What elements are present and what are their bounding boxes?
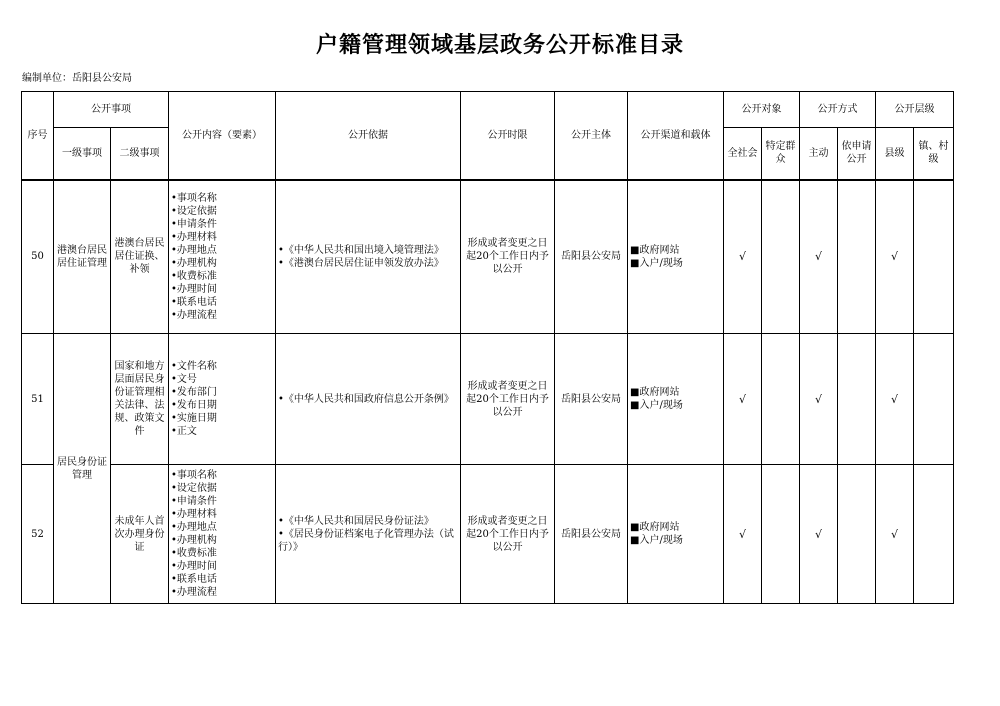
row-seq: 50 [22, 180, 54, 334]
content-item: •办理流程 [171, 587, 217, 598]
channel-item: ■政府网站 [630, 387, 680, 398]
content-item: •发布日期 [171, 400, 217, 411]
row-time-limit: 形成或者变更之日起20个工作日内予以公开 [461, 180, 555, 334]
content-item: •办理时间 [171, 561, 217, 572]
basis-item: •《居民身份证档案电子化管理办法（试行）》 [278, 528, 454, 553]
catalog-table [21, 91, 954, 604]
header-seq: 序号 [22, 92, 54, 180]
row-method-active: √ [800, 465, 838, 604]
basis-item: •《港澳台居民居住证申领发放办法》 [278, 257, 444, 269]
row-method-apply [838, 465, 876, 604]
row-channel [628, 180, 724, 334]
header-level2: 二级事项 [111, 128, 169, 180]
content-item: •收费标准 [171, 548, 217, 559]
content-item: •办理材料 [171, 231, 217, 243]
row-level-county: √ [876, 465, 914, 604]
table-row [22, 465, 954, 604]
row-target-specific [762, 180, 800, 334]
row-level2: 未成年人首次办理身份证 [111, 465, 169, 604]
channel-item: ■入户/现场 [630, 535, 683, 546]
row-method-apply [838, 334, 876, 465]
content-item: •办理时间 [171, 283, 217, 295]
content-item: •收费标准 [171, 270, 217, 282]
channel-item: ■入户/现场 [630, 400, 683, 411]
row-seq: 51 [22, 334, 54, 465]
channel-item: ■政府网站 [630, 522, 680, 533]
row-target-specific [762, 465, 800, 604]
row-level-town [914, 334, 954, 465]
row-basis [276, 334, 461, 465]
content-item: •办理材料 [171, 509, 217, 520]
header-method: 公开方式 [800, 92, 876, 128]
row-seq: 52 [22, 465, 54, 604]
content-item: •事项名称 [171, 192, 217, 204]
row-level-town [914, 465, 954, 604]
header-content: 公开内容（要素） [169, 92, 276, 180]
row-target-all: √ [724, 465, 762, 604]
row-time-limit: 形成或者变更之日起20个工作日内予以公开 [461, 465, 555, 604]
row-level2: 国家和地方层面居民身份证管理相关法律、法规、政策文件 [111, 334, 169, 465]
content-item: •文件名称 [171, 361, 217, 372]
content-item: •文号 [171, 374, 197, 385]
compiling-unit: 编制单位：岳阳县公安局 [22, 73, 132, 84]
header-row-1 [22, 92, 954, 128]
row-content [169, 334, 276, 465]
header-target: 公开对象 [724, 92, 800, 128]
header-method-active: 主动 [800, 128, 838, 180]
content-item: •办理机构 [171, 257, 217, 269]
header-channel: 公开渠道和载体 [628, 92, 724, 180]
row-content [169, 465, 276, 604]
header-target-specific: 特定群众 [762, 128, 800, 180]
content-item: •设定依据 [171, 205, 217, 217]
content-item: •办理地点 [171, 244, 217, 256]
content-item: •事项名称 [171, 470, 217, 481]
row-method-active: √ [800, 334, 838, 465]
header-subject: 公开主体 [555, 92, 628, 180]
row-channel [628, 465, 724, 604]
header-method-apply: 依申请公开 [838, 128, 876, 180]
basis-item: •《中华人民共和国居民身份证法》 [278, 515, 434, 527]
content-item: •办理地点 [171, 522, 217, 533]
header-public-matters: 公开事项 [54, 92, 169, 128]
channel-item: ■入户/现场 [630, 257, 683, 269]
row-level1: 港澳台居民居住证管理 [54, 180, 111, 334]
row-target-all: √ [724, 180, 762, 334]
header-level-town: 镇、村级 [914, 128, 954, 180]
row-time-limit: 形成或者变更之日起20个工作日内予以公开 [461, 334, 555, 465]
row-channel [628, 334, 724, 465]
row-content [169, 180, 276, 334]
channel-item: ■政府网站 [630, 244, 680, 256]
header-target-all: 全社会 [724, 128, 762, 180]
page-title: 户籍管理领域基层政务公开标准目录 [315, 33, 684, 58]
basis-item: •《中华人民共和国出境入境管理法》 [278, 244, 444, 256]
header-basis: 公开依据 [276, 92, 461, 180]
content-item: •联系电话 [171, 574, 217, 585]
row-level-county: √ [876, 334, 914, 465]
row-method-active: √ [800, 180, 838, 334]
content-item: •申请条件 [171, 218, 217, 230]
header-level1: 一级事项 [54, 128, 111, 180]
row-basis [276, 465, 461, 604]
row-basis [276, 180, 461, 334]
row-subject: 岳阳县公安局 [555, 465, 628, 604]
basis-item: •《中华人民共和国政府信息公开条例》 [278, 393, 454, 405]
header-time-limit: 公开时限 [461, 92, 555, 180]
row-subject: 岳阳县公安局 [555, 334, 628, 465]
content-item: •办理机构 [171, 535, 217, 546]
table-row [22, 334, 954, 465]
content-item: •办理流程 [171, 309, 217, 321]
row-subject: 岳阳县公安局 [555, 180, 628, 334]
content-item: •申请条件 [171, 496, 217, 507]
row-target-specific [762, 334, 800, 465]
content-item: •设定依据 [171, 483, 217, 494]
row-method-apply [838, 180, 876, 334]
content-item: •正文 [171, 426, 197, 437]
header-level: 公开层级 [876, 92, 954, 128]
content-item: •联系电话 [171, 296, 217, 308]
row-target-all: √ [724, 334, 762, 465]
row-level2: 港澳台居民居住证换、补领 [111, 180, 169, 334]
row-level-county: √ [876, 180, 914, 334]
table-row [22, 180, 954, 334]
content-item: •实施日期 [171, 413, 217, 424]
row-level1: 居民身份证管理 [54, 334, 111, 604]
row-level-town [914, 180, 954, 334]
content-item: •发布部门 [171, 387, 217, 398]
header-level-county: 县级 [876, 128, 914, 180]
